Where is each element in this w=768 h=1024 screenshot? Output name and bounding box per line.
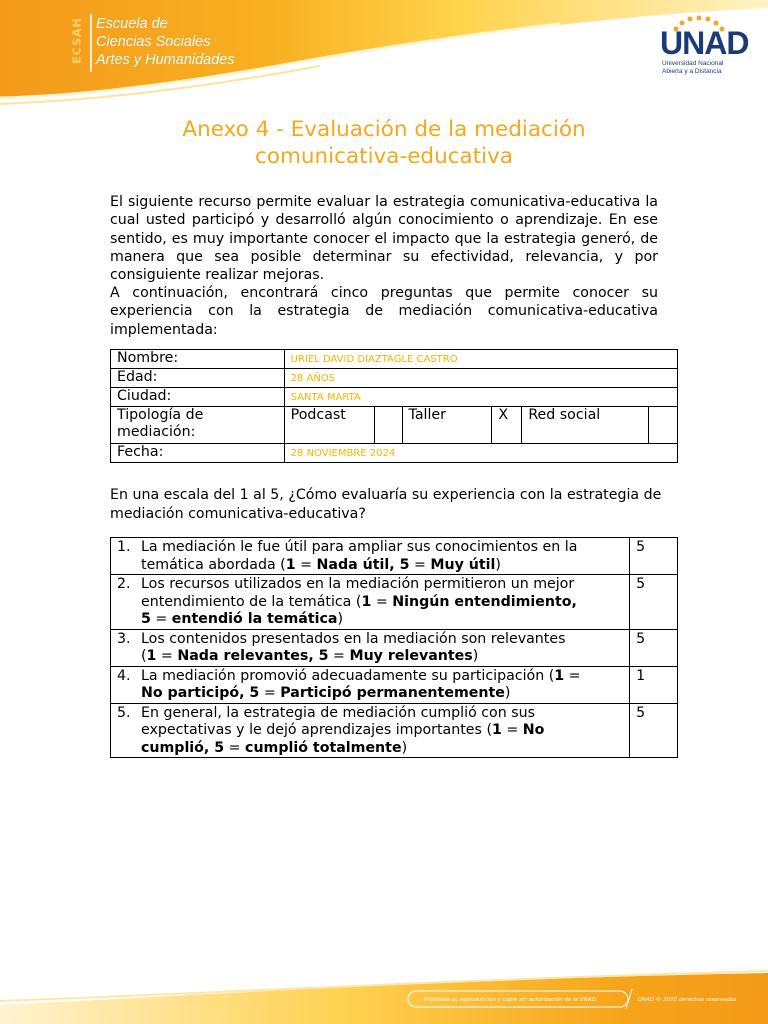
unad-subtitle-2: Abierta y a Distancia	[662, 68, 722, 75]
scale-question: En una escala del 1 al 5, ¿Cómo evaluaría su experiencia con la estrategia de mediación comunicativa-educativa?	[110, 487, 662, 522]
question-5: 5. En general, la estrategia de mediación cumplió con sus expectativas y le dejó aprendizajes importantes (1 = No cumplió, 5 = cumplió totalmente)	[111, 703, 630, 758]
intro-paragraph-1: El siguiente recurso permite evaluar la estrategia comunicativa-educativa la cual usted participó y desarrolló algún conocimiento o aprendizaje. En ese sentido, es muy importante conocer el impacto que la estrategia generó, de manera que sea posible determinar su efectividad, relevancia, y por consiguiente realizar mejoras.	[110, 194, 658, 284]
date-value[interactable]: 28 NOVIEMBRE 2024	[284, 444, 677, 463]
intro-paragraph-2: A continuación, encontrará cinco preguntas que permite conocer su experiencia con la estrategia de mediación comunicativa-educativa implementada:	[110, 285, 658, 338]
document-title	[0, 116, 768, 170]
answer-4[interactable]: 1	[630, 666, 678, 703]
question-row	[111, 629, 678, 666]
footer-notice: Prohibida su reproducción y copia sin autorización de la UNAD.	[424, 997, 598, 1003]
name-value[interactable]: URIEL DAVID DIAZTAGLE CASTRO	[284, 350, 677, 369]
school-line-3: Artes y Humanidades	[96, 52, 235, 68]
title-line-2: comunicativa-educativa	[255, 144, 513, 169]
mark-podcast[interactable]	[374, 407, 402, 444]
question-4: 4. La mediación promovió adecuadamente su participación (1 = No participó, 5 = Participó permanentemente)	[111, 666, 630, 703]
footer-banner	[0, 965, 768, 1024]
footer-copyright: UNAD © 2020 derechos reservados	[638, 997, 737, 1003]
question-row	[111, 666, 678, 703]
option-podcast: Podcast	[284, 407, 374, 444]
answer-2[interactable]: 5	[630, 575, 678, 630]
school-line-1: Escuela de	[96, 16, 168, 32]
ecsah-acronym: ECSAH	[68, 14, 92, 72]
date-label: Fecha:	[111, 444, 285, 463]
option-taller: Taller	[402, 407, 492, 444]
unad-subtitle-1: Universidad Nacional	[662, 60, 724, 67]
age-value[interactable]: 28 AÑOS	[284, 369, 677, 388]
mark-red-social[interactable]	[649, 407, 678, 444]
unad-logo	[660, 15, 749, 79]
school-line-2: Ciencias Sociales	[96, 34, 211, 50]
question-1: 1. La mediación le fue útil para ampliar sus conocimientos en la temática abordada (1 = Nada útil, 5 = Muy útil)	[111, 538, 630, 575]
question-row	[111, 703, 678, 758]
question-3: 3. Los contenidos presentados en la mediación son relevantes (1 = Nada relevantes, 5 = Muy relevantes)	[111, 629, 630, 666]
city-label: Ciudad:	[111, 388, 285, 407]
answer-3[interactable]: 5	[630, 629, 678, 666]
option-red-social: Red social	[522, 407, 649, 444]
question-row	[111, 575, 678, 630]
answer-1[interactable]: 5	[630, 538, 678, 575]
info-table	[110, 349, 678, 463]
unad-wordmark: UNAD	[660, 25, 749, 61]
type-label: Tipología de mediación:	[111, 407, 285, 444]
city-value[interactable]: SANTA MARTA	[284, 388, 677, 407]
rating-table	[110, 537, 678, 758]
title-line-1: Anexo 4 - Evaluación de la mediación	[182, 117, 586, 142]
answer-5[interactable]: 5	[630, 703, 678, 758]
question-row	[111, 538, 678, 575]
mark-taller[interactable]: X	[492, 407, 522, 444]
question-2: 2. Los recursos utilizados en la mediación permitieron un mejor entendimiento de la temática (1 = Ningún entendimiento, 5 = entendió la temática)	[111, 575, 630, 630]
age-label: Edad:	[111, 369, 285, 388]
name-label: Nombre:	[111, 350, 285, 369]
school-logo	[68, 14, 268, 72]
